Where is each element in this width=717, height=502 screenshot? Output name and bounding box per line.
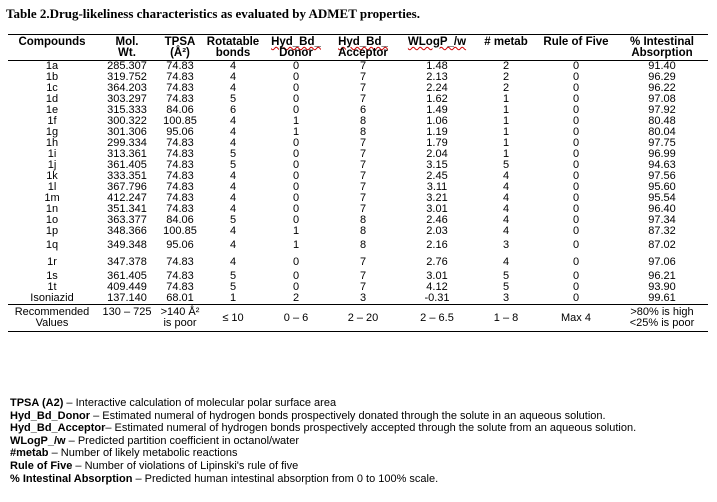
table-cell: 0 — [292, 93, 300, 105]
table-cell: 1 — [292, 239, 300, 251]
table-cell: 74.83 — [166, 60, 194, 72]
table-cell: 74.83 — [166, 170, 194, 182]
table-cell: 2.46 — [426, 214, 448, 226]
table-cell: 2.45 — [426, 170, 448, 182]
table-cell: 0 — [572, 214, 580, 226]
table-cell: 74.83 — [166, 256, 194, 268]
table-cell: 87.02 — [648, 239, 676, 251]
table-cell: 0 — [292, 214, 300, 226]
legend-description: – Number of likely metabolic reactions — [48, 447, 238, 460]
table-cell: 1 — [502, 126, 510, 138]
table-cell: 7 — [359, 192, 367, 204]
table-cell: 1 — [502, 137, 510, 149]
table-cell: 0 — [572, 148, 580, 160]
table-cell: 0 — [292, 60, 300, 72]
legend-item — [10, 460, 636, 473]
table-cell: 97.06 — [648, 256, 676, 268]
table-cell: 2 — [502, 82, 510, 94]
table-cell: 74.83 — [166, 148, 194, 160]
table-cell: 97.34 — [648, 214, 676, 226]
table-cell: 1f — [47, 115, 57, 127]
table-cell: 97.92 — [648, 104, 676, 116]
admet-table — [8, 34, 708, 332]
table-cell: 100.85 — [163, 115, 197, 127]
table-cell: 1 — [502, 148, 510, 160]
table-cell: 2 — [502, 60, 510, 72]
table-cell: 7 — [359, 159, 367, 171]
legend-term: TPSA (A2) — [10, 397, 64, 409]
column-header — [536, 35, 616, 61]
table-cell: 7 — [359, 203, 367, 215]
legend-term: WLogP_/w — [10, 434, 66, 447]
table-cell: 97.56 — [648, 170, 676, 182]
table-cell: 96.21 — [648, 270, 676, 282]
table-cell: 300.322 — [107, 115, 147, 127]
table-cell: 0 — [572, 256, 580, 268]
column-header — [8, 35, 96, 61]
table-cell: 2.24 — [426, 82, 448, 94]
table-cell: 87.32 — [648, 225, 676, 237]
table-cell: 412.247 — [107, 192, 147, 204]
table-cell: 0 — [572, 203, 580, 215]
table-cell: 3 — [502, 292, 510, 304]
table-cell: 1r — [47, 256, 57, 268]
table-cell: 4 — [229, 170, 237, 182]
table-cell: 1g — [45, 126, 59, 138]
legend-term: #metab — [10, 447, 49, 460]
table-cell: 74.83 — [166, 281, 194, 293]
table-cell: 1.48 — [426, 60, 448, 72]
table-cell: 347.378 — [107, 256, 147, 268]
table-cell: 0 — [572, 239, 580, 251]
table-cell: 2.16 — [426, 239, 448, 251]
table-cell: 5 — [229, 148, 237, 160]
legend-item — [10, 447, 636, 460]
table-cell: 1 — [502, 93, 510, 105]
table-cell: 348.366 — [107, 225, 147, 237]
table-cell: 8 — [359, 225, 367, 237]
legend-description: – Number of violations of Lipinski's rule of five — [72, 459, 299, 472]
table-cell: 4 — [502, 192, 510, 204]
table-cell: 4 — [229, 137, 237, 149]
table-cell: 301.306 — [107, 126, 147, 138]
recommended-absorption-high: >80% is high — [630, 306, 694, 318]
legend-item — [10, 410, 636, 423]
table-cell: 68.01 — [166, 292, 194, 304]
table-cell: 1o — [45, 214, 59, 226]
table-cell: 84.06 — [166, 104, 194, 116]
table-cell: 96.22 — [648, 82, 676, 94]
table-cell: 1e — [45, 104, 59, 116]
column-header — [398, 35, 476, 61]
table-row — [8, 254, 708, 271]
column-header-line2: (Å²) — [170, 47, 190, 59]
table-cell: 4 — [502, 225, 510, 237]
table-cell: 319.752 — [107, 71, 147, 83]
table-cell: 7 — [359, 137, 367, 149]
table-cell: 5 — [502, 159, 510, 171]
table-cell: 4 — [229, 203, 237, 215]
column-header-line1: Rule of Five — [543, 36, 609, 48]
table-cell: 0 — [572, 159, 580, 171]
table-cell: 315.333 — [107, 104, 147, 116]
recommended-absorption — [616, 305, 708, 332]
table-cell: 1.19 — [426, 126, 448, 138]
legend-item — [10, 473, 636, 486]
table-cell: 4 — [229, 60, 237, 72]
table-cell: 74.83 — [166, 181, 194, 193]
table-cell: 5 — [229, 159, 237, 171]
table-cell: 5 — [502, 281, 510, 293]
table-cell: 3.21 — [426, 192, 448, 204]
table-cell: 1.79 — [426, 137, 448, 149]
table-cell: 0 — [572, 82, 580, 94]
legend-description: – Predicted partition coefficient in octanol/water — [65, 434, 299, 447]
column-header-line1: # metab — [484, 36, 528, 48]
table-cell: 0 — [572, 170, 580, 182]
table-cell: 5 — [229, 270, 237, 282]
column-header-line2: Acceptor — [338, 47, 388, 59]
table-cell: 100.85 — [163, 225, 197, 237]
legend-description: – Estimated numeral of hydrogen bonds prospectively donated through the solute in an aqueous solution. — [90, 409, 606, 422]
table-cell: 74.83 — [166, 93, 194, 105]
table-cell: 0 — [572, 281, 580, 293]
table-cell: 0 — [292, 192, 300, 204]
table-cell: 97.08 — [648, 93, 676, 105]
table-cell: 74.83 — [166, 82, 194, 94]
table-cell: 93.90 — [648, 281, 676, 293]
table-cell: 1a — [45, 60, 59, 72]
table-cell: 1b — [45, 71, 59, 83]
table-cell: 0 — [292, 181, 300, 193]
table-cell: 2.04 — [426, 148, 448, 160]
table-cell: 363.377 — [107, 214, 147, 226]
table-cell: 313.361 — [107, 148, 147, 160]
table-cell: 74.83 — [166, 270, 194, 282]
recommended-metab: 1 – 8 — [476, 305, 536, 332]
table-cell: 7 — [359, 148, 367, 160]
table-cell: 361.405 — [107, 159, 147, 171]
table-cell: 4 — [502, 181, 510, 193]
column-header — [158, 35, 202, 61]
recommended-label: Recommended Values — [8, 305, 96, 332]
table-cell: 91.40 — [648, 60, 676, 72]
table-cell: 4 — [229, 239, 237, 251]
table-cell: 2 — [292, 292, 300, 304]
table-cell: 1l — [47, 181, 57, 193]
table-cell: 94.63 — [648, 159, 676, 171]
table-cell: 1d — [45, 93, 59, 105]
table-cell: 1s — [46, 270, 58, 282]
table-cell: 96.29 — [648, 71, 676, 83]
table-cell: 3.15 — [426, 159, 448, 171]
table-cell: 0 — [572, 60, 580, 72]
table-cell: 361.405 — [107, 270, 147, 282]
column-header-line1: TPSA — [164, 36, 196, 48]
table-cell: 1 — [229, 292, 237, 304]
recommended-donor: 0 – 6 — [264, 305, 328, 332]
table-cell: 0 — [572, 137, 580, 149]
table-cell: 1k — [46, 170, 58, 182]
table-cell: 7 — [359, 93, 367, 105]
table-cell: 0 — [292, 71, 300, 83]
table-cell: 99.61 — [648, 292, 676, 304]
table-cell: 2.03 — [426, 225, 448, 237]
table-cell: 8 — [359, 115, 367, 127]
table-cell: 0 — [572, 93, 580, 105]
legend-term: Hyd_Bd_Donor — [10, 409, 91, 422]
table-cell: 4 — [502, 214, 510, 226]
table-cell: 95.06 — [166, 239, 194, 251]
table-cell: 4 — [229, 71, 237, 83]
table-cell: 8 — [359, 126, 367, 138]
table-body — [8, 61, 708, 305]
legend-item — [10, 435, 636, 448]
table-cell: 96.40 — [648, 203, 676, 215]
table-cell: 95.60 — [648, 181, 676, 193]
table-cell: 303.297 — [107, 93, 147, 105]
column-header — [202, 35, 264, 61]
column-header-line1: Hyd_Bd_ — [271, 36, 321, 48]
table-cell: 0 — [292, 137, 300, 149]
column-header — [616, 35, 708, 61]
table-cell: 4 — [229, 225, 237, 237]
table-cell: 1c — [46, 82, 58, 94]
table-cell: 84.06 — [166, 214, 194, 226]
table-cell: 80.48 — [648, 115, 676, 127]
table-cell: 349.348 — [107, 239, 147, 251]
table-cell: 1h — [45, 137, 59, 149]
legend-description: – Estimated numeral of hydrogen bonds prospectively accepted through the solute from an aqueous solution. — [105, 422, 637, 435]
table-cell: 367.796 — [107, 181, 147, 193]
table-cell: 97.75 — [648, 137, 676, 149]
table-cell: 3.01 — [426, 203, 448, 215]
table-cell: 0 — [572, 270, 580, 282]
table-cell: 0 — [292, 203, 300, 215]
table-cell: 3.01 — [426, 270, 448, 282]
table-cell: 299.334 — [107, 137, 147, 149]
table-cell: 351.341 — [107, 203, 147, 215]
recommended-rule-of-five: Max 4 — [536, 305, 616, 332]
table-cell: 95.06 — [166, 126, 194, 138]
table-cell: 74.83 — [166, 159, 194, 171]
table-cell: 8 — [359, 239, 367, 251]
table-cell: 7 — [359, 170, 367, 182]
column-header-line1: Mol. — [115, 36, 139, 48]
table-cell: 2.76 — [426, 256, 448, 268]
table-cell: 1.49 — [426, 104, 448, 116]
table-cell: 1.06 — [426, 115, 448, 127]
table-cell: 409.449 — [107, 281, 147, 293]
legend-term: Rule of Five — [10, 459, 73, 472]
recommended-acceptor: 2 – 20 — [328, 305, 398, 332]
table-cell: 7 — [359, 281, 367, 293]
column-header-line2: bonds — [215, 47, 251, 59]
abbreviation-legend — [10, 397, 636, 485]
column-header-line1: Compounds — [18, 36, 86, 48]
table-cell: 7 — [359, 270, 367, 282]
legend-term: Hyd_Bd_Acceptor — [10, 422, 106, 435]
table-cell: 0 — [572, 71, 580, 83]
table-cell: 4 — [229, 192, 237, 204]
table-cell: 4 — [229, 256, 237, 268]
table-cell: 4 — [229, 126, 237, 138]
table-cell: 1.62 — [426, 93, 448, 105]
table-cell: 5 — [229, 93, 237, 105]
table-cell: 0 — [292, 148, 300, 160]
recommended-rotatable: ≤ 10 — [202, 305, 264, 332]
table-cell: 285.307 — [107, 60, 147, 72]
table-cell: 0 — [572, 192, 580, 204]
column-header — [264, 35, 328, 61]
table-cell: 1 — [292, 225, 300, 237]
table-cell: 0 — [572, 292, 580, 304]
table-cell: 0 — [292, 281, 300, 293]
table-cell: 0 — [292, 256, 300, 268]
recommended-mol-wt: 130 – 725 — [96, 305, 158, 332]
table-cell: 0 — [572, 225, 580, 237]
legend-description: – Interactive calculation of molecular polar surface area — [63, 397, 337, 409]
column-header-line1: % Intestinal — [630, 36, 694, 48]
table-cell: 6 — [229, 104, 237, 116]
recommended-tpsa: >140 Å² is poor — [158, 305, 202, 332]
column-header-line2: Absorption — [631, 47, 693, 59]
legend-term: % Intestinal Absorption — [10, 472, 133, 485]
legend-item — [10, 422, 636, 435]
table-row — [8, 293, 708, 305]
table-cell: 7 — [359, 82, 367, 94]
table-cell: 1 — [292, 115, 300, 127]
table-cell: 3 — [502, 239, 510, 251]
table-cell: 1 — [292, 126, 300, 138]
table-cell: 0 — [292, 170, 300, 182]
table-cell: 5 — [502, 270, 510, 282]
table-cell: 7 — [359, 60, 367, 72]
table-cell: 7 — [359, 71, 367, 83]
recommended-values-row — [8, 305, 708, 332]
table-cell: 5 — [229, 281, 237, 293]
column-header-line1: Hyd_Bd_ — [338, 36, 388, 48]
table-cell: 1 — [502, 115, 510, 127]
table-cell: 1i — [47, 148, 57, 160]
table-cell: 2.13 — [426, 71, 448, 83]
table-row — [8, 237, 708, 254]
table-title: Table 2.Drug-likeliness characteristics as evaluated by ADMET properties. — [6, 6, 420, 21]
table-cell: -0.31 — [424, 292, 450, 304]
table-cell: 0 — [572, 104, 580, 116]
table-cell: 0 — [572, 115, 580, 127]
column-header-line2: Donor — [279, 47, 313, 59]
column-header-line1: Rotatable — [206, 36, 260, 48]
table-cell: 3.11 — [426, 181, 448, 193]
column-header — [96, 35, 158, 61]
table-cell: 4 — [229, 115, 237, 127]
legend-item — [10, 397, 636, 410]
column-header-line2: Wt. — [118, 47, 136, 59]
table-cell: 4 — [502, 203, 510, 215]
table-cell: 74.83 — [166, 192, 194, 204]
table-cell: 95.54 — [648, 192, 676, 204]
column-header-line1: WLogP_/w — [407, 36, 467, 48]
table-cell: 96.99 — [648, 148, 676, 160]
table-cell: 6 — [359, 104, 367, 116]
table-cell: 7 — [359, 181, 367, 193]
table-cell: 1t — [47, 281, 57, 293]
table-cell: 0 — [292, 104, 300, 116]
table-cell: 4 — [502, 256, 510, 268]
table-cell: 4.12 — [426, 281, 448, 293]
table-cell: 4 — [229, 181, 237, 193]
table-cell: 80.04 — [648, 126, 676, 138]
table-cell: 1n — [45, 203, 59, 215]
column-header — [476, 35, 536, 61]
table-cell: 8 — [359, 214, 367, 226]
table-cell: 3 — [359, 292, 367, 304]
table-cell: 1m — [44, 192, 60, 204]
column-header — [328, 35, 398, 61]
recommended-wlogp: 2 – 6.5 — [398, 305, 476, 332]
table-cell: 1 — [502, 104, 510, 116]
table-cell: 74.83 — [166, 71, 194, 83]
table-cell: 0 — [572, 126, 580, 138]
table-cell: 74.83 — [166, 203, 194, 215]
table-cell: 333.351 — [107, 170, 147, 182]
table-cell: 364.203 — [107, 82, 147, 94]
table-row — [8, 226, 708, 237]
table-cell: 0 — [292, 270, 300, 282]
recommended-absorption-poor: <25% is poor — [629, 317, 695, 329]
table-cell: 1j — [47, 159, 57, 171]
legend-description: – Predicted human intestinal absorption from 0 to 100% scale. — [132, 472, 439, 485]
table-cell: 4 — [502, 170, 510, 182]
table-cell: 1q — [45, 239, 59, 251]
table-cell: 0 — [572, 181, 580, 193]
table-cell: 0 — [292, 159, 300, 171]
table-cell: 2 — [502, 71, 510, 83]
table-cell: 5 — [229, 214, 237, 226]
table-cell: Isoniazid — [30, 292, 74, 304]
header-row — [8, 35, 708, 61]
table-cell: 7 — [359, 256, 367, 268]
table-cell: 0 — [292, 82, 300, 94]
table-cell: 1p — [45, 225, 59, 237]
table-cell: 74.83 — [166, 137, 194, 149]
table-cell: 4 — [229, 82, 237, 94]
table-cell: 137.140 — [107, 292, 147, 304]
